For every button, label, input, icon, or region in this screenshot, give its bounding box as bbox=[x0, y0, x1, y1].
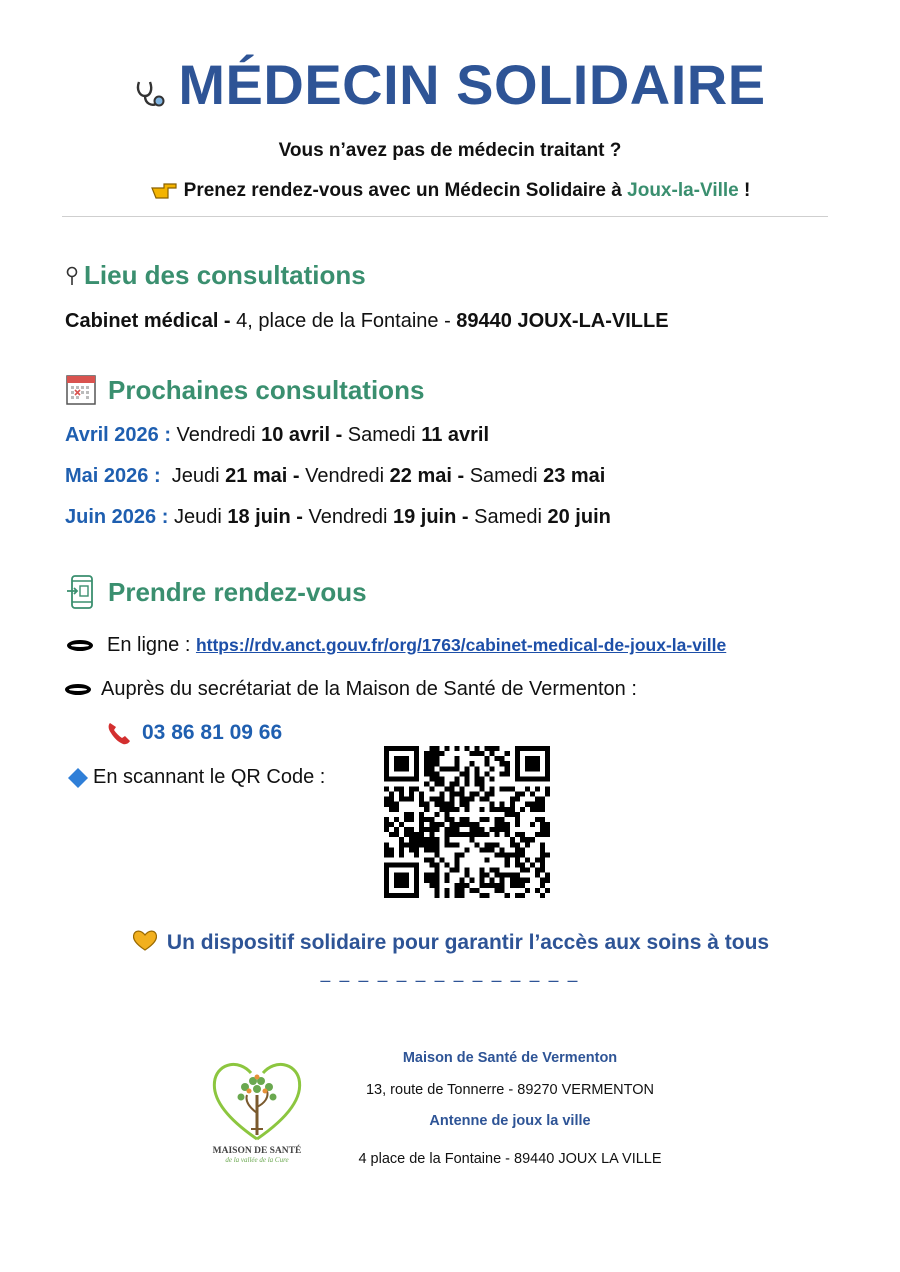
tagline bbox=[0, 928, 900, 955]
consultation-row bbox=[65, 465, 605, 488]
logo-heart-tree-icon bbox=[205, 1055, 309, 1145]
booking-online bbox=[67, 634, 726, 657]
consultation-day: Samedi bbox=[464, 465, 544, 487]
online-label: En ligne : bbox=[107, 634, 196, 656]
telephone-icon bbox=[106, 720, 132, 746]
cta-town: Joux-la-Ville bbox=[627, 180, 739, 201]
location-heading bbox=[64, 260, 366, 291]
maison-sante-logo bbox=[205, 1055, 309, 1171]
consultation-day: Vendredi bbox=[171, 424, 262, 446]
cta-text: Prenez rendez-vous avec un Médecin Solidaire à bbox=[183, 180, 628, 201]
consultation-day: Samedi bbox=[342, 424, 422, 446]
page-title bbox=[134, 52, 765, 117]
consultation-month: Mai 2026 : bbox=[65, 465, 161, 487]
secretariat-text: Auprès du secrétariat de la Maison de Santé de Vermenton : bbox=[101, 678, 637, 700]
cta-line bbox=[0, 180, 900, 202]
location-place: Cabinet médical - bbox=[65, 310, 237, 332]
phone-line bbox=[106, 720, 282, 746]
heart-hands-icon bbox=[131, 928, 159, 952]
pointing-hand-icon bbox=[150, 180, 178, 200]
location-heading-text: Lieu des consultations bbox=[84, 260, 366, 290]
footer-org1-name: Maison de Santé de Vermenton bbox=[402, 1050, 618, 1066]
phone-booking-icon bbox=[66, 575, 96, 609]
bullet-ring-icon bbox=[67, 640, 93, 651]
online-booking-link[interactable]: https://rdv.anct.gouv.fr/org/1763/cabinet-medical-de-joux-la-ville bbox=[195, 635, 727, 655]
subtitle-text: Vous n’avez pas de médecin traitant ? bbox=[278, 140, 622, 161]
booking-secretariat bbox=[65, 678, 637, 701]
dashed-separator: – – – – – – – – – – – – – – bbox=[320, 970, 580, 990]
consultation-month: Juin 2026 : bbox=[65, 506, 169, 528]
consultation-day: Jeudi bbox=[160, 465, 226, 487]
consultation-day: Samedi bbox=[468, 506, 548, 528]
location-street: 4, place de la Fontaine - bbox=[236, 310, 457, 332]
footer-org2-address: 4 place de la Fontaine - 89440 JOUX LA VILLE bbox=[358, 1151, 662, 1167]
location-city: 89440 JOUX-LA-VILLE bbox=[456, 310, 669, 332]
consultation-day: Vendredi bbox=[302, 506, 393, 528]
pin-icon bbox=[64, 265, 80, 287]
consultation-date: 18 juin - bbox=[227, 506, 303, 528]
consultations-heading-text: Prochaines consultations bbox=[108, 374, 425, 405]
consultation-row bbox=[65, 506, 611, 529]
consultation-date: 11 avril bbox=[421, 424, 490, 446]
consultation-day: Jeudi bbox=[168, 506, 228, 528]
location-address bbox=[65, 310, 669, 333]
logo-text: MAISON DE SANTÉ bbox=[212, 1146, 302, 1156]
qr-code[interactable] bbox=[384, 746, 550, 898]
diamond-icon bbox=[67, 767, 89, 789]
title-block bbox=[0, 52, 900, 117]
booking-heading-text: Prendre rendez-vous bbox=[108, 576, 367, 607]
consultation-date: 19 juin - bbox=[392, 506, 469, 528]
footer-org1-address: 13, route de Tonnerre - 89270 VERMENTON bbox=[365, 1082, 654, 1098]
bullet-ring-icon bbox=[65, 684, 91, 695]
logo-subtext: de la vallée de la Cure bbox=[225, 1156, 289, 1164]
consultation-day: Vendredi bbox=[299, 465, 390, 487]
cta-suffix: ! bbox=[738, 180, 751, 201]
phone-number[interactable]: 03 86 81 09 66 bbox=[142, 721, 283, 744]
tagline-text: Un dispositif solidaire pour garantir l’accès aux soins à tous bbox=[166, 931, 770, 954]
qr-label-text: En scannant le QR Code : bbox=[93, 766, 326, 788]
consultation-row bbox=[65, 424, 489, 447]
booking-qr-label bbox=[67, 766, 325, 789]
divider bbox=[62, 216, 828, 217]
consultation-date: 22 mai - bbox=[389, 465, 465, 487]
stethoscope-icon bbox=[134, 78, 166, 110]
booking-heading bbox=[66, 575, 367, 609]
subtitle bbox=[0, 140, 900, 162]
footer-org2-name: Antenne de joux la ville bbox=[429, 1113, 591, 1129]
consultations-heading bbox=[66, 374, 424, 406]
calendar-icon bbox=[66, 374, 96, 406]
consultation-date: 23 mai bbox=[543, 465, 606, 487]
consultation-date: 20 juin bbox=[547, 506, 611, 528]
title-text: MÉDECIN SOLIDAIRE bbox=[178, 53, 766, 116]
consultation-date: 10 avril - bbox=[261, 424, 343, 446]
consultation-month: Avril 2026 : bbox=[65, 424, 171, 446]
consultation-date: 21 mai - bbox=[225, 465, 300, 487]
